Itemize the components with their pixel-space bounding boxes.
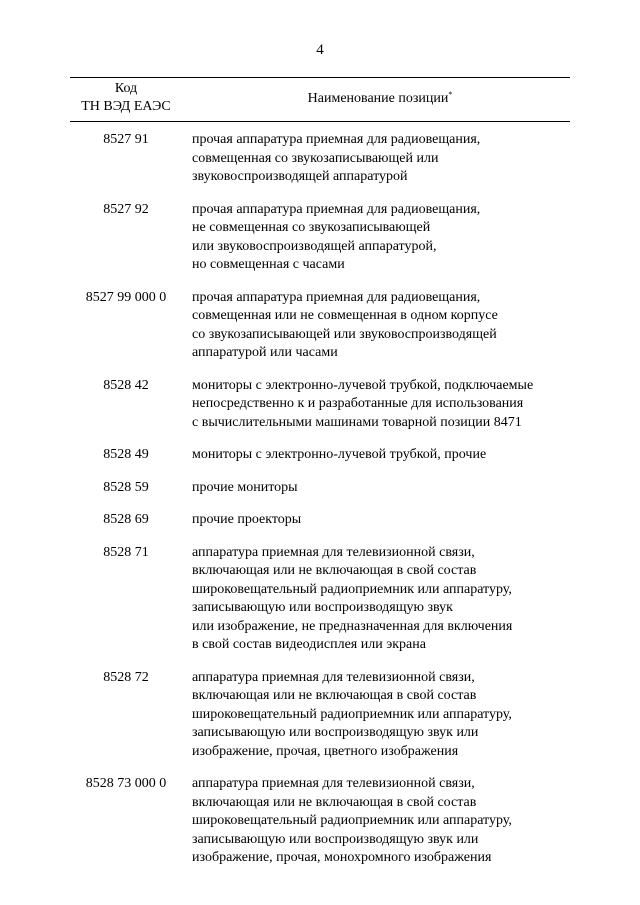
row-description-line: широковещательный радиоприемник или аппаратуру, [192,581,512,597]
row-code: 8528 42 [103,377,149,393]
header-code-line-2: ТН ВЭД ЕАЭС [81,99,171,114]
row-description-line: но совмещенная с часами [192,257,345,272]
row-description [192,131,570,187]
row-description-line: звуковоспроизводящей аппаратурой [192,169,408,184]
page-number: 4 [316,42,324,58]
row-description-line: изображение, прочая, цветного изображения [192,743,459,759]
table-row [70,289,570,363]
row-description-line: записывающую или воспроизводящую звук или [192,725,479,740]
row-description [192,289,570,363]
row-description-line: мониторы с электронно-лучевой трубкой, подключаемые [192,377,534,393]
row-code: 8527 91 [103,132,149,147]
table-row [70,201,570,275]
row-description [192,446,570,465]
row-description-line: прочая аппаратура приемная для радиовещания, [192,201,481,217]
row-description [192,201,570,275]
row-description-line: совмещенная со звукозаписывающей или [192,150,439,166]
row-description-line: включающая или не включающая в свой состав [192,563,477,578]
row-description-line: широковещательный радиоприемник или аппаратуру, [192,706,512,722]
table-row [70,669,570,762]
row-description-line: с вычислительными машинами товарной позиции 8471 [192,414,522,430]
row-code: 8528 69 [103,512,149,527]
row-description-line: не совмещенная со звукозаписывающей [192,220,431,235]
row-description-line: в свой состав видеодисплея или экрана [192,637,426,652]
row-code: 8528 49 [103,447,149,462]
row-code: 8528 72 [103,669,149,685]
header-name-column [190,90,570,108]
row-code: 8527 92 [103,201,149,217]
table-row [70,479,570,498]
row-description-line: со звукозаписывающей или звуковоспроизводящей [192,326,497,342]
row-description-line: записывающую или воспроизводящую звук [192,600,453,615]
table-row [70,544,570,655]
row-code: 8527 99 000 0 [85,289,167,305]
row-description-line: прочие мониторы [192,479,298,495]
row-description-line: или изображение, не предназначенная для включения [192,618,513,634]
header-code-line-1: Код [114,81,138,96]
row-description-line: непосредственно к и разработанные для использования [192,396,524,411]
row-description-line: прочая аппаратура приемная для радиовещания, [192,132,481,147]
row-description [192,775,570,868]
row-description-line: совмещенная или не совмещенная в одном корпусе [192,308,498,323]
row-description-line: или звуковоспроизводящей аппаратурой, [192,238,437,254]
row-description-line: прочие проекторы [192,512,302,527]
row-description [192,479,570,498]
row-code: 8528 59 [103,479,149,495]
row-code: 8528 73 000 0 [85,776,167,791]
row-description [192,669,570,762]
row-description-line: мониторы с электронно-лучевой трубкой, прочие [192,447,487,462]
row-description-line: включающая или не включающая в свой состав [192,688,477,703]
table-row [70,775,570,868]
row-description-line: широковещательный радиоприемник или аппаратуру, [192,813,512,828]
row-description [192,511,570,530]
row-description-line: прочая аппаратура приемная для радиовещания, [192,289,481,305]
table-row [70,131,570,187]
row-description [192,377,570,433]
table-header [70,77,570,122]
table-row [70,446,570,465]
row-description-line: аппаратура приемная для телевизионной связи, [192,776,475,791]
table-row [70,511,570,530]
table-row [70,377,570,433]
header-footnote-mark: * [448,90,453,99]
header-name-label: Наименование позиции [307,91,449,106]
table-body [70,131,570,882]
row-description-line: аппаратура приемная для телевизионной связи, [192,669,475,685]
header-code-column [70,80,182,116]
row-description-line: записывающую или воспроизводящую звук или [192,831,479,847]
row-code: 8528 71 [103,544,149,560]
row-description-line: изображение, прочая, монохромного изображения [192,850,492,865]
row-description [192,544,570,655]
row-description-line: аппаратура приемная для телевизионной связи, [192,544,475,560]
row-description-line: включающая или не включающая в свой состав [192,794,477,810]
row-description-line: аппаратурой или часами [192,345,338,360]
